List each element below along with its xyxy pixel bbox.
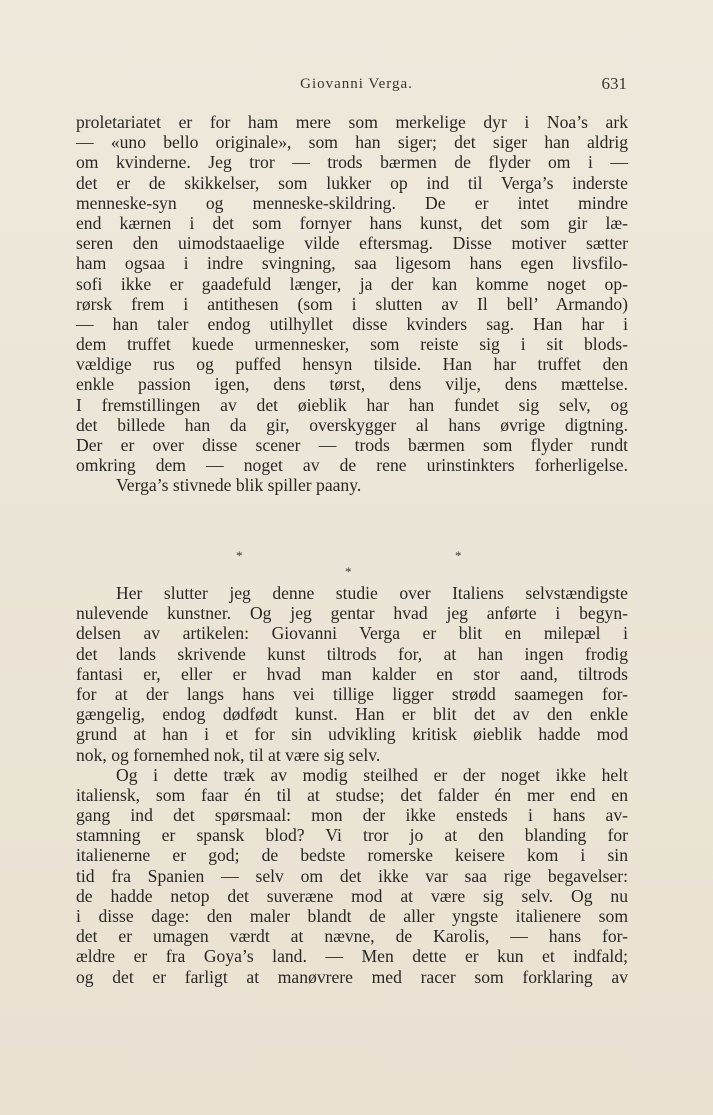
text-line: italienerne er god; de bedste romerske keisere kom i sin — [76, 845, 628, 866]
text-line: gængelig, endog dødfødt kunst. Han er blit det av den enkle — [76, 704, 628, 725]
text-line: det er umagen værdt at nævne, de Karolis, — hans for- — [76, 926, 628, 947]
text-line: i disse dage: den maler blandt de aller yngste italienere som — [76, 906, 628, 926]
text-line: grund at han i et for sin udvikling kritisk øieblik hadde mod — [76, 724, 628, 745]
text-line: menneske-syn og menneske-skildring. De er intet mindre — [76, 192, 628, 213]
text-line: I fremstillingen av det øieblik har han fundet sig selv, og — [76, 394, 628, 415]
separator-star: * — [345, 564, 352, 579]
text-line: det lands skrivende kunst tiltrods for, at han ingen frodig — [76, 643, 628, 664]
text-line: — han taler endog utilhyllet disse kvinders sag. Han har i — [76, 313, 628, 334]
text-line: Verga’s stivnede blik spiller paany. — [116, 475, 362, 496]
text-line: seren den uimodstaaelige vilde eftersmag. Disse motiver sætter — [76, 233, 628, 254]
text-line: nok, og fornemhed nok, til at være sig selv. — [76, 744, 381, 765]
text-line: de hadde netop det suveræne mod at være sig selv. Og nu — [76, 885, 628, 906]
text-line: omkring dem — noget av de rene urinstinkters forherligelse. — [76, 455, 628, 476]
text-line: tid fra Spanien — selv om det ikke var saa rige begavelser: — [76, 865, 628, 886]
text-line: dem truffet kuede urmennesker, som reiste sig i sit blods- — [76, 334, 628, 355]
text-line: Og i dette træk av modig steilhed er der noget ikke helt — [116, 764, 628, 785]
text-line: end kærnen i det som fornyer hans kunst, det som gir læ- — [76, 212, 628, 233]
text-line: rørsk frem i antithesen (som i slutten av Il bell’ Armando) — [76, 293, 628, 314]
text-line: stamning er spansk blod? Vi tror jo at den blanding for — [76, 825, 628, 846]
text-line: delsen av artikelen: Giovanni Verga er blit en milepæl i — [76, 623, 628, 644]
text-line: det billede han da gir, overskygger al hans øvrige digtning. — [76, 414, 628, 435]
paragraph-1 — [76, 112, 628, 496]
text-line: og det er farligt at manøvrere med racer som forklaring av — [76, 966, 628, 987]
text-line: proletariatet er for ham mere som merkelige dyr i Noa’s ark — [76, 112, 628, 132]
text-line: ældre er fra Goya’s land. — Men dette er kun et indfald; — [76, 946, 628, 967]
text-line: — «uno bello originale», som han siger; det siger han aldrig — [76, 132, 628, 153]
text-line: om kvinderne. Jeg tror — trods bærmen de flyder om i — — [76, 152, 628, 173]
text-line: ham ogsaa i indre svingning, saa ligesom hans egen livsfilo- — [76, 253, 628, 274]
text-line: det er de skikkelser, som lukker op ind til Verga’s inderste — [76, 172, 628, 193]
page-number: 631 — [601, 74, 627, 93]
separator-star: * — [236, 548, 243, 563]
text-line: enkle passion igen, dens tørst, dens vilje, dens mættelse. — [76, 374, 628, 395]
section-separator — [0, 548, 713, 578]
running-title: Giovanni Verga. — [300, 76, 413, 92]
separator-star: * — [455, 548, 462, 563]
text-line: italiensk, som faar én til at studse; det falder én mer end en — [76, 784, 628, 805]
text-line: vældige rus og puffed hensyn tilside. Han har truffet den — [76, 354, 628, 375]
text-line: for at der langs hans vei tillige ligger strødd saamegen for- — [76, 683, 628, 704]
text-line: Der er over disse scener — trods bærmen som flyder rundt — [76, 435, 628, 455]
text-line: nulevende kunstner. Og jeg gentar hvad jeg anførte i begyn- — [76, 603, 628, 624]
text-line: fantasi er, eller er hvad man kalder en stor aand, tiltrods — [76, 663, 628, 684]
text-line: Her slutter jeg denne studie over Italiens selvstændigste — [116, 583, 628, 603]
text-line: gang ind det spørsmaal: mon der ikke ensteds i hans av- — [76, 805, 628, 826]
text-line: sofi ikke er gaadefuld længer, ja der kan komme noget op- — [76, 273, 628, 294]
paragraph-2-and-3 — [76, 583, 628, 987]
